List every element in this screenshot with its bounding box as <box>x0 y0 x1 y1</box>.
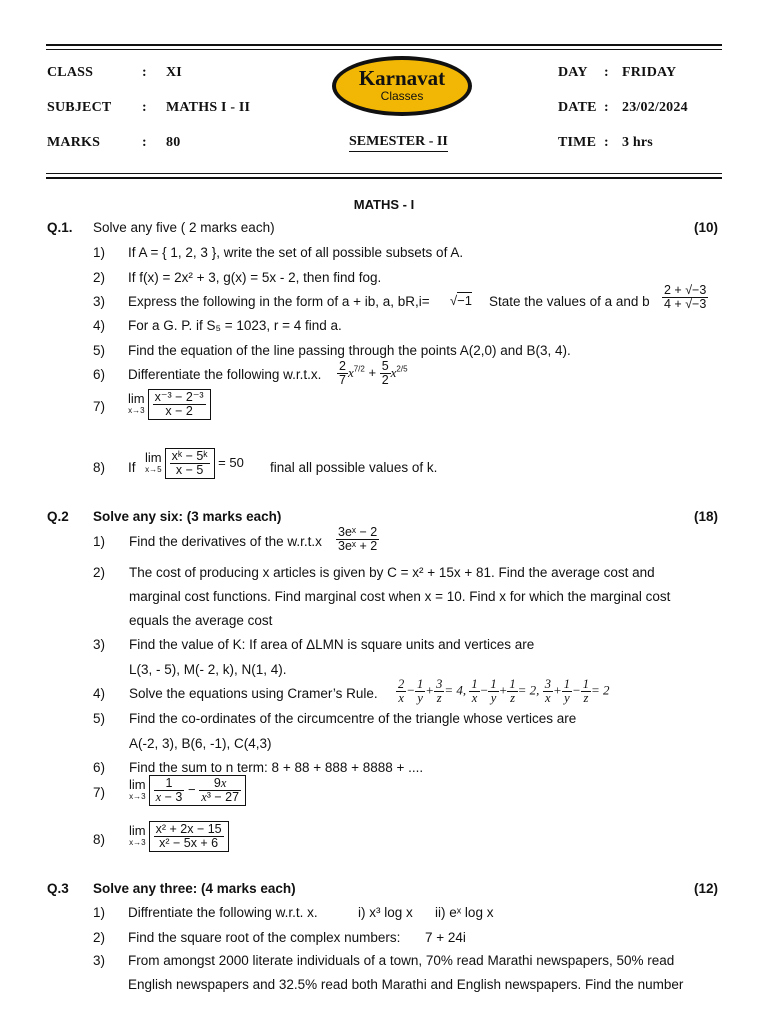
day-colon: : <box>604 65 609 80</box>
q2-4-equations: $\frac{2}{x}$ − $\frac{1}{y}$ + $\frac{3}{z}$ = 4, $\frac{1}{x}$ − $\frac{1}{y}$ + $\frac{1}{z}$ = 2, $\frac{3}{x}$ + $\frac{1}{y}$ − $\frac{1}{z}$ = 2 <box>398 677 610 705</box>
q3-2-text: Find the square root of the complex numbers: <box>128 930 401 945</box>
q1-1-num: 1) <box>93 245 106 260</box>
q1-6-text: Differentiate the following w.r.t.x. <box>128 367 322 382</box>
q3-2-value: 7 + 24i <box>425 930 466 945</box>
day-label: DAY <box>558 65 588 80</box>
q2-4-num: 4) <box>93 686 106 701</box>
q2-6-num: 6) <box>93 760 106 775</box>
q1-8-limit: lim x→5 $\frac{\text{xᵏ − 5ᵏ}}{x - 5}$ = 50 <box>145 449 244 477</box>
q2-marks: (18) <box>693 509 718 524</box>
q3-3-line2: English newspapers and 32.5% read both Marathi and English newspapers. Find the number <box>128 977 684 992</box>
q2-8-limit: lim x→3 $\frac{\text{x² + 2x − 15}}{\text{x² − 5x + 6}}$ <box>129 821 229 852</box>
q3-marks: (12) <box>693 881 718 896</box>
q2-2-line2: marginal cost functions. Find marginal cost when x = 10. Find x for which the marginal cost <box>129 589 671 604</box>
day-value: FRIDAY <box>622 65 677 80</box>
subject-value: MATHS I - II <box>166 100 251 115</box>
q1-6-expression: $\frac{2}{7}$ $x^{7/2}$ + $\frac{5}{2}$ $x^{2/5}$ <box>339 359 408 387</box>
q2-7-limit: lim x→3 $\frac{1}{x - 3}$ − $\frac{9x}{\text{x³ − 27}}$ <box>129 775 246 806</box>
logo-name: Karnavat <box>358 66 446 90</box>
q3-title: Solve any three: (4 marks each) <box>93 881 296 896</box>
q1-8-text2: final all possible values of k. <box>270 460 438 475</box>
q3-1-part-a: i) x³ log x <box>358 905 413 920</box>
q1-4-text: For a G. P. if S₅ = 1023, r = 4 find a. <box>128 318 342 333</box>
q3-2-num: 2) <box>93 930 106 945</box>
q2-5-line2: A(-2, 3), B(6, -1), C(4,3) <box>129 736 272 751</box>
q1-3-text: Express the following in the form of a + ib, a, bR,i= <box>128 294 430 309</box>
semester-label: SEMESTER - II <box>349 134 448 152</box>
q3-3-line1: From amongst 2000 literate individuals of a town, 70% read Marathi newspapers, 50% read <box>128 953 675 968</box>
header-rule <box>46 177 722 179</box>
q1-3-fraction: $\frac{2 + √-3}{4 + √-3}$ <box>664 283 707 311</box>
q3-1-text: Diffrentiate the following w.r.t. x. <box>128 905 318 920</box>
time-value: 3 hrs <box>622 135 653 150</box>
date-label: DATE <box>558 100 597 115</box>
karnavat-logo <box>332 56 472 116</box>
class-value: XI <box>166 65 182 80</box>
q2-5-line1: Find the co-ordinates of the circumcentre of the triangle whose vertices are <box>129 711 577 726</box>
q2-1-num: 1) <box>93 534 106 549</box>
q1-5-text: Find the equation of the line passing through the points A(2,0) and B(3, 4). <box>128 343 571 358</box>
q1-2-num: 2) <box>93 270 106 285</box>
q1-3-text2: State the values of a and b <box>489 294 650 309</box>
q1-2-text: If f(x) = 2x² + 3, g(x) = 5x - 2, then find fog. <box>128 270 382 285</box>
q1-7-limit: lim x→3 $\frac{\text{x⁻³ − 2⁻³}}{x - 2}$ <box>128 389 211 420</box>
q2-1-fraction: $\frac{\text{3eˣ − 2}}{\text{3eˣ + 2}}$ <box>338 525 378 553</box>
marks-label: MARKS <box>47 135 101 150</box>
time-label: TIME <box>558 135 597 150</box>
subject-label: SUBJECT <box>47 100 112 115</box>
q3-number: Q.3 <box>47 881 69 896</box>
top-rule <box>46 44 722 46</box>
q2-1-text: Find the derivatives of the w.r.t.x <box>129 534 322 549</box>
marks-value: 80 <box>166 135 181 150</box>
q1-5-num: 5) <box>93 343 106 358</box>
q2-7-num: 7) <box>93 785 106 800</box>
date-value: 23/02/2024 <box>622 100 688 115</box>
q2-8-num: 8) <box>93 832 106 847</box>
q3-1-part-b: ii) eˣ log x <box>435 905 494 920</box>
logo-sub: Classes <box>380 89 424 103</box>
q2-3-num: 3) <box>93 637 106 652</box>
q1-3-sqrt: √−1 <box>450 293 472 308</box>
q3-3-num: 3) <box>93 953 106 968</box>
q1-marks: (10) <box>693 220 718 235</box>
top-rule-thin <box>46 49 722 50</box>
q1-1-text: If A = { 1, 2, 3 }, write the set of all possible subsets of A. <box>128 245 464 260</box>
q2-4-text: Solve the equations using Cramer’s Rule. <box>129 686 378 701</box>
q1-7-num: 7) <box>93 399 106 414</box>
q3-1-num: 1) <box>93 905 106 920</box>
q2-title: Solve any six: (3 marks each) <box>93 509 282 524</box>
q1-6-num: 6) <box>93 367 106 382</box>
q1-4-num: 4) <box>93 318 106 333</box>
q2-6-text: Find the sum to n term: 8 + 88 + 888 + 8888 + .... <box>129 760 424 775</box>
header-rule-thin <box>46 173 722 174</box>
q1-8-if: If <box>128 460 136 475</box>
section-title: MATHS - I <box>353 197 415 212</box>
class-colon: : <box>142 65 147 80</box>
subject-colon: : <box>142 100 147 115</box>
time-colon: : <box>604 135 609 150</box>
q1-8-num: 8) <box>93 460 106 475</box>
q2-3-line1: Find the value of K: If area of ΔLMN is square units and vertices are <box>129 637 535 652</box>
q2-2-line1: The cost of producing x articles is given by C = x² + 15x + 81. Find the average cost and <box>129 565 655 580</box>
q1-3-num: 3) <box>93 294 106 309</box>
q2-number: Q.2 <box>47 509 69 524</box>
class-label: CLASS <box>47 65 94 80</box>
date-colon: : <box>604 100 609 115</box>
q1-title: Solve any five ( 2 marks each) <box>93 220 275 235</box>
q1-number: Q.1. <box>47 220 73 235</box>
q2-2-num: 2) <box>93 565 106 580</box>
q2-2-line3: equals the average cost <box>129 613 273 628</box>
marks-colon: : <box>142 135 147 150</box>
q2-5-num: 5) <box>93 711 106 726</box>
q2-3-line2: L(3, - 5), M(- 2, k), N(1, 4). <box>129 662 287 677</box>
